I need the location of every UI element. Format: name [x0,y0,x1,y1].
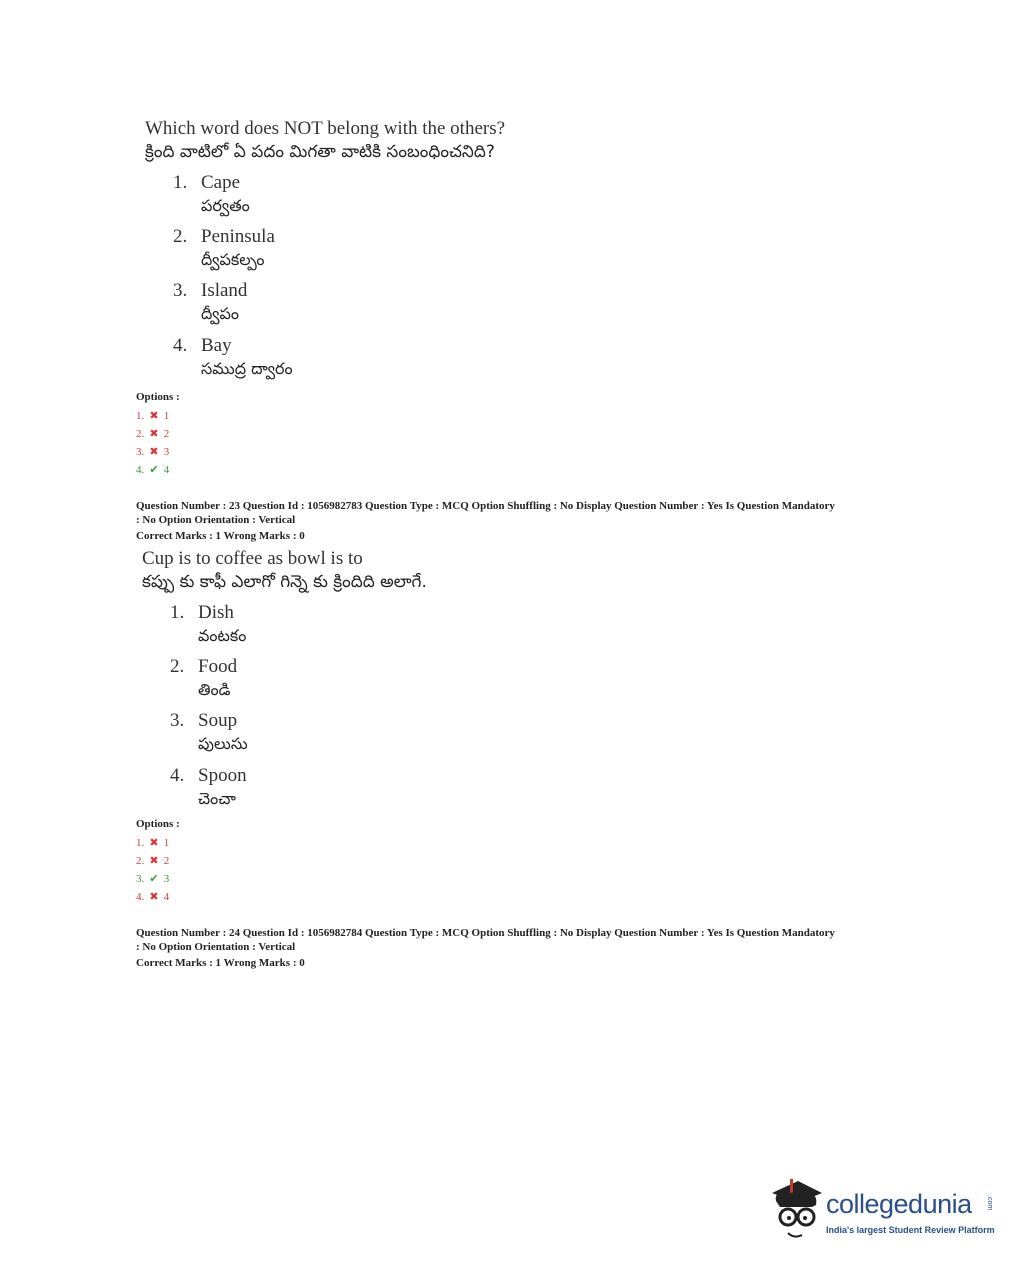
choice-text-te: పులుసు [198,734,248,753]
choice-text-en: Bay [201,335,232,356]
question-text-te: క్రింది వాటిలో ఏ పదం మిగతా వాటికి సంబంధించనిది? [145,142,495,162]
answer-label: 1. [136,837,145,849]
choice-text-en: Dish [198,602,234,623]
choice-item [145,226,905,280]
choice-text-te: పర్వతం [201,196,250,215]
meta-line: Question Number : 23 Question Id : 1056982783 Question Type : MCQ Option Shuffling : No Display Question Number : Yes Is Question Mandatory [136,500,835,512]
choice-text-en: Spoon [198,765,247,786]
answer-row-correct [136,870,180,888]
answer-value: 2 [163,428,170,440]
options-title: Options : [136,391,180,403]
choice-item [142,710,902,765]
answer-options-23 [136,817,180,906]
cross-icon: ✖ [149,427,159,440]
choice-text-te: వంటకం [198,626,247,645]
answer-label: 3. [136,446,145,458]
brand-tagline: India's largest Student Review Platform [826,1225,995,1235]
answer-value: 4 [163,891,170,903]
choice-list [145,172,905,385]
question-text-en: Which word does NOT belong with the others? [145,118,506,139]
collegedunia-logo[interactable] [768,1177,998,1247]
choice-item [142,765,902,815]
question-text-en: Cup is to coffee as bowl is to [142,548,363,569]
marks-line: Correct Marks : 1 Wrong Marks : 0 [136,957,305,969]
check-icon: ✔ [149,872,159,885]
choice-list [142,602,902,815]
cross-icon: ✖ [149,854,159,867]
choice-text-te: ద్వీపం [201,304,240,323]
brand-domain: .com [986,1195,993,1211]
marks-line: Correct Marks : 1 Wrong Marks : 0 [136,530,305,542]
choice-text-te: తిండి [198,680,231,699]
choice-item [142,656,902,710]
choice-text-te: ద్వీపకల్పం [201,250,265,269]
mascot-icon [768,1177,826,1247]
choice-item [142,602,902,656]
choice-text-en: Island [201,280,248,301]
cross-icon: ✖ [149,836,159,849]
answer-options-22 [136,390,180,479]
question-23 [142,548,902,815]
answer-value: 1 [163,837,170,849]
meta-line: Question Number : 24 Question Id : 1056982784 Question Type : MCQ Option Shuffling : No Display Question Number : Yes Is Question Mandatory [136,927,835,939]
question-text-te: కప్పు కు కాఫీ ఎలాగో గిన్నె కు క్రిందిది అలాగే. [142,572,427,592]
answer-label: 2. [136,855,145,867]
choice-text-en: Peninsula [201,226,275,247]
answer-row [136,834,180,852]
cross-icon: ✖ [149,409,159,422]
answer-row [136,888,180,906]
answer-row [136,425,180,443]
question-meta-23 [136,499,916,543]
choice-number: 3. [170,710,185,731]
answer-row-correct [136,461,180,479]
choice-text-en: Food [198,656,238,677]
answer-value: 1 [163,410,170,422]
brand-name: collegedunia [826,1189,972,1219]
choice-item [145,335,905,385]
answer-label: 4. [136,891,145,903]
choice-text-te: సముద్ర ద్వారం [201,359,293,378]
choice-number: 3. [173,280,188,301]
choice-item [145,280,905,335]
answer-label: 1. [136,410,145,422]
choice-text-en: Cape [201,172,241,193]
question-22 [145,118,905,385]
answer-value: 3 [163,446,170,458]
choice-item [145,172,905,226]
choice-text-en: Soup [198,710,238,731]
answer-label: 2. [136,428,145,440]
choice-number: 2. [173,226,188,247]
choice-number: 1. [173,172,188,193]
check-icon: ✔ [149,463,159,476]
meta-line: : No Option Orientation : Vertical [136,941,296,953]
answer-value: 3 [163,873,170,885]
answer-label: 4. [136,464,145,476]
choice-text-te: చెంచా [198,789,236,808]
meta-line: : No Option Orientation : Vertical [136,514,296,526]
options-title: Options : [136,818,180,830]
choice-number: 4. [170,765,185,786]
cross-icon: ✖ [149,445,159,458]
answer-row [136,407,180,425]
cross-icon: ✖ [149,890,159,903]
question-meta-24 [136,926,916,970]
choice-number: 4. [173,335,188,356]
answer-value: 4 [163,464,170,476]
choice-number: 2. [170,656,185,677]
answer-row [136,852,180,870]
answer-value: 2 [163,855,170,867]
answer-label: 3. [136,873,145,885]
choice-number: 1. [170,602,185,623]
answer-row [136,443,180,461]
